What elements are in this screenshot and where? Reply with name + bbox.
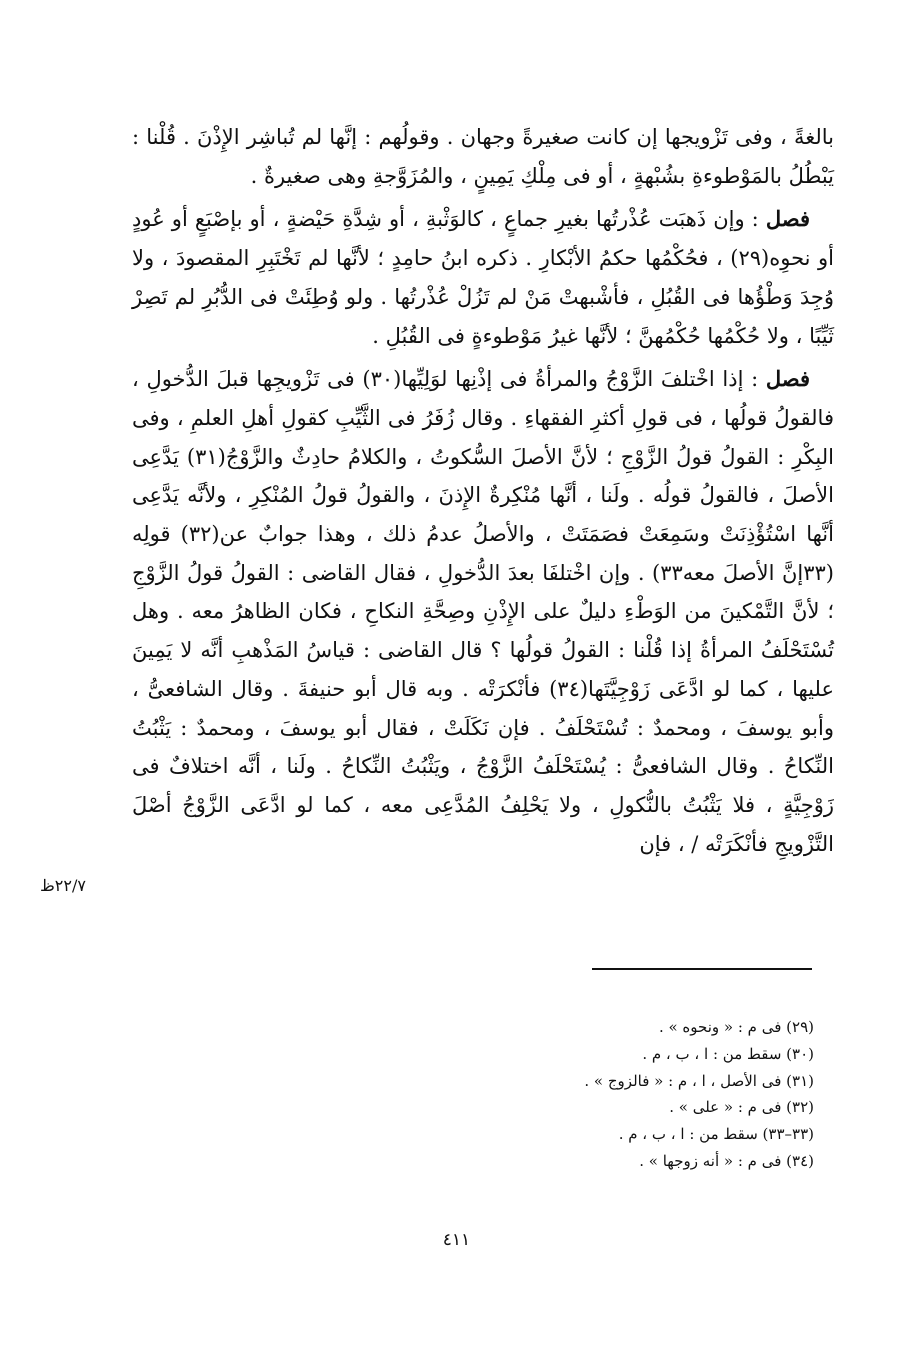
paragraph-2: [132, 200, 834, 355]
page-number: ٤١١: [442, 1230, 471, 1250]
footnotes: [400, 1014, 814, 1175]
footnote: (٣٠) سقط من : ا ، ب ، م .: [642, 1044, 814, 1063]
footnote: (٣١) فى الأصل ، ا ، م : « فالزوج » .: [584, 1071, 814, 1090]
main-text: [132, 118, 834, 868]
section-heading: فصل: [765, 366, 810, 392]
footnote: (٣٤) فى م : « أنه زوجها » .: [639, 1151, 814, 1170]
paragraph-3: [132, 360, 834, 863]
footnote-divider: [592, 968, 812, 970]
section-heading: فصل: [765, 206, 810, 232]
footnote: (٣٢) فى م : « على » .: [669, 1098, 814, 1117]
footnote: (٣٣–٣٣) سقط من : ا ، ب ، م .: [618, 1125, 814, 1144]
paragraph-1: [132, 118, 834, 195]
footnote: (٢٩) فى م : « ونحوه » .: [658, 1018, 814, 1036]
paragraph-text: : وإن ذَهبَت عُذْرتُها بغيرِ جماعٍ ، كالوَثْبةِ ، أو شِدَّةِ حَيْضةٍ ، أو بإصْبَعٍ أو عُودٍ أو نحوِه(٢٩) ، فحُكْمُها حكمُ الأبْكارِ . ذكره ابنُ حامِدٍ ؛ لأنَّها لم تَخْتَبِرِ المقصودَ ، ولا وُجِدَ وَطْؤُها فى القُبُلِ ، فأشْبهتْ مَنْ لم تَزُلْ عُذْرتُها . ولو وُطِئَتْ فى الدُّبُرِ لم تَصِرْ ثَيِّبًا ، ولا حُكْمُها حُكْمُهنَّ ؛ لأنَّها غيرُ مَوْطوءةٍ فى القُبُلِ .: [132, 207, 834, 348]
paragraph-text: : إذا اخْتلفَ الزَّوْجُ والمرأةُ فى إذْنِها لوَلِيِّها(٣٠) فى تَزْويجِها قبلَ الدُّخولِ ، فالقولُ قولُها ، فى قولِ أكثرِ الفقهاءِ . وقال زُفَرُ فى الثَّيِّبِ كقولِ أهلِ العلمِ ، وفى البِكْرِ : القولُ قولُ الزَّوْجِ ؛ لأنَّ الأصلَ السُّكوتُ ، والكلامُ حادِثٌ والزَّوْجُ(٣١) يَدَّعِى الأصلَ ، فالقولُ قولُه . ولَنا ، أنَّها مُنْكِرةٌ الإِذنَ ، والقولُ قولُ المُنْكِرِ ، ولأنَّه يَدَّعِى أنَّها اسْتُؤْذِنَتْ وسَمِعَتْ فصَمَتَتْ ، والأصلُ عدمُ ذلك ، وهذا جوابٌ عن(٣٢) قولِه (٣٣إنَّ الأصلَ معه٣٣) . وإن اخْتلفَا بعدَ الدُّخولِ ، فقال القاضى : القولُ قولُ الزَّوْجِ ؛ لأنَّ التَّمْكينَ من الوَطْءِ دليلٌ على الإِذْنِ وصِحَّةِ النكاحِ ، فكان الظاهرُ معه . وهل تُسْتَحْلَفُ المرأةُ إذا قُلْنا : القولُ قولُها ؟ قال القاضى : قياسُ المَذْهبِ أنَّه لا يَمِينَ عليها ، كما لو ادَّعَى زَوْجِيَّتَها(٣٤) فأنْكرَتْه . وبه قال أبو حنيفةَ . وقال الشافعىُّ ، وأبو يوسفَ ، ومحمدٌ : تُسْتَحْلَفُ . فإن نَكَلَتْ ، فقال أبو يوسفَ ، ومحمدٌ : يَثْبُتُ النِّكاحُ . وقال الشافعىُّ : يُسْتَحْلَفُ الزَّوْجُ ، ويَثْبُتُ النِّكاحُ . ولَنا ، أنَّه اختلافٌ فى زَوْجِيَّةٍ ، فلا يَثْبُتُ بالنُّكولِ ، ولا يَحْلِفُ المُدَّعِى معه ، كما لو ادَّعَى الزَّوْجُ أصْلَ التَّزْويجِ فأنْكَرَتْه / ، فإن: [132, 367, 835, 856]
paragraph-text: بالغةً ، وفى تَزْويجها إن كانت صغيرةً وجهان . وقولُهم : إنَّها لم تُباشِر الإِذْنَ . قُلْنا : يَبْطُلُ بالمَوْطوءةِ بشُبْهةٍ ، أو فى مِلْكِ يَمِينٍ ، والمُزَوَّجةِ وهى صغيرةٌ .: [132, 125, 834, 188]
manuscript-folio-marker: ٢٢/٧ظ: [40, 876, 86, 895]
